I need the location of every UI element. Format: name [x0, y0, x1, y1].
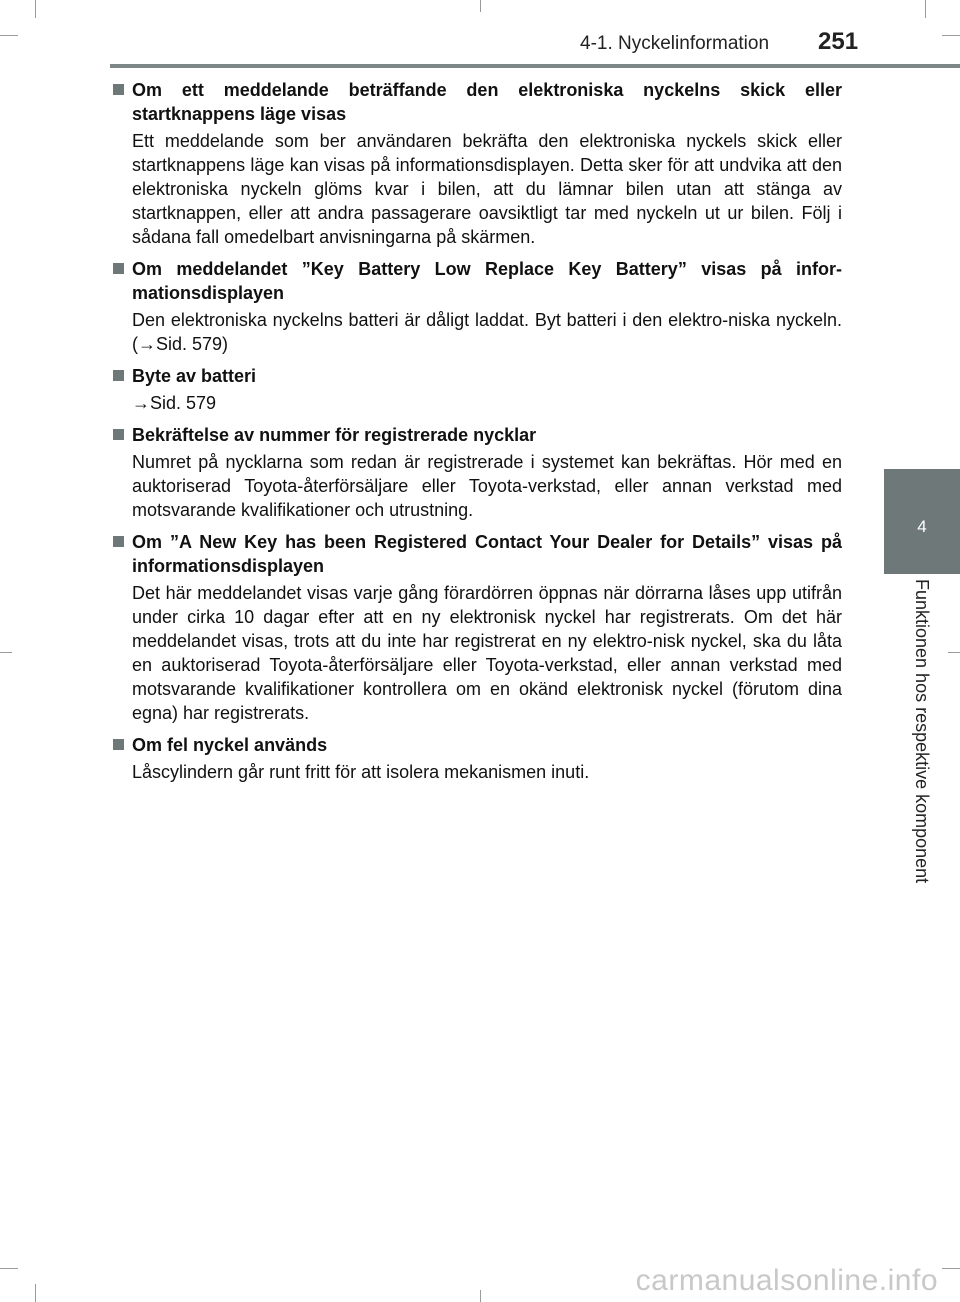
entry-new-key-registered [112, 530, 842, 725]
entry-heading [112, 257, 842, 305]
entry-body: Numret på nycklarna som redan är registrerade i systemet kan bekräftas. Hör med en auktoriserad Toyota-återförsäljare eller Toyota-verkstad, eller annan verkstad med motsvarande kvalifikationer och utrustning. [132, 452, 842, 520]
crop-mark [35, 0, 36, 18]
entry-heading [112, 733, 842, 757]
entry-registered-keys [112, 423, 842, 522]
chapter-title: Funktionen hos respektive komponent [912, 579, 932, 884]
section-title: 4-1. Nyckelinformation [580, 33, 770, 54]
entry-heading-text: Om ett meddelande beträffande den elektroniska nyckelns skick eller startknappens läge visas [132, 80, 842, 124]
entry-heading [112, 78, 842, 126]
square-bullet-icon [113, 263, 124, 274]
chapter-number: 4 [917, 517, 927, 536]
crop-mark [925, 0, 926, 18]
entry-heading-text: Om fel nyckel används [132, 735, 328, 755]
entry-body: Det här meddelandet visas varje gång förardörren öppnas när dörrarna låses upp utifrån under cirka 10 dagar efter att en ny elektronisk nyckel har registrerats. Om det här meddelandet visas, trots att du inte har registrerat en ny elektro-nisk nyckel, ska du låta en auktoriserad Toyota-återförsäljare eller Toyota-verkstad, eller annan verkstad med motsvarande kvalifikationer kontrollera om en okänd elektronisk nyckel (förutom dina egna) har registrerats. [132, 583, 842, 723]
crop-mark [942, 35, 960, 36]
crop-mark [0, 35, 18, 36]
crop-mark [0, 1268, 18, 1269]
square-bullet-icon [113, 84, 124, 95]
crop-mark [480, 0, 481, 12]
entry-heading-text: Om meddelandet ”Key Battery Low Replace Key Battery” visas på infor-mationsdisplayen [132, 259, 842, 303]
entry-wrong-key [112, 733, 842, 784]
crop-mark [35, 1284, 36, 1302]
entry-heading-text: Byte av batteri [132, 366, 257, 386]
entry-heading [112, 530, 842, 578]
entry-message-key-status [112, 78, 842, 249]
watermark: carmanualsonline.info [635, 1264, 938, 1297]
entry-heading [112, 423, 842, 447]
crop-mark [948, 652, 960, 653]
entry-key-battery-low [112, 257, 842, 356]
entry-battery-replacement [112, 364, 842, 415]
entry-heading [112, 364, 842, 388]
entry-body: Den elektroniska nyckelns batteri är dåligt laddat. Byt batteri i den elektro-niska nyckeln. (→Sid. 579) [132, 310, 842, 354]
crop-mark [480, 1290, 481, 1302]
main-content [112, 78, 842, 792]
header-rule [110, 64, 960, 68]
entry-heading-text: Bekräftelse av nummer för registrerade nycklar [132, 425, 537, 445]
entry-body: Ett meddelande som ber användaren bekräfta den elektroniska nyckels skick eller startknappens läge kan visas på informationsdisplayen. Detta sker för att undvika att den elektroniska nyckeln glöms kvar i bilen, att du lämnar bilen utan att stänga av startknappen, eller att andra passagerare oavsiktligt tar med nyckeln ut ur bilen. Följ i sådana fall omedelbart anvisningarna på skärmen. [132, 131, 842, 247]
entry-body: Låscylindern går runt fritt för att isolera mekanismen inuti. [132, 762, 590, 782]
crop-mark [0, 652, 12, 653]
square-bullet-icon [113, 429, 124, 440]
square-bullet-icon [113, 739, 124, 750]
entry-heading-text: Om ”A New Key has been Registered Contact Your Dealer for Details” visas på informationsdisplayen [132, 532, 842, 576]
crop-mark [942, 1268, 960, 1269]
page-number: 251 [818, 28, 859, 55]
entry-body: →Sid. 579 [132, 393, 217, 413]
square-bullet-icon [113, 536, 124, 547]
square-bullet-icon [113, 370, 124, 381]
